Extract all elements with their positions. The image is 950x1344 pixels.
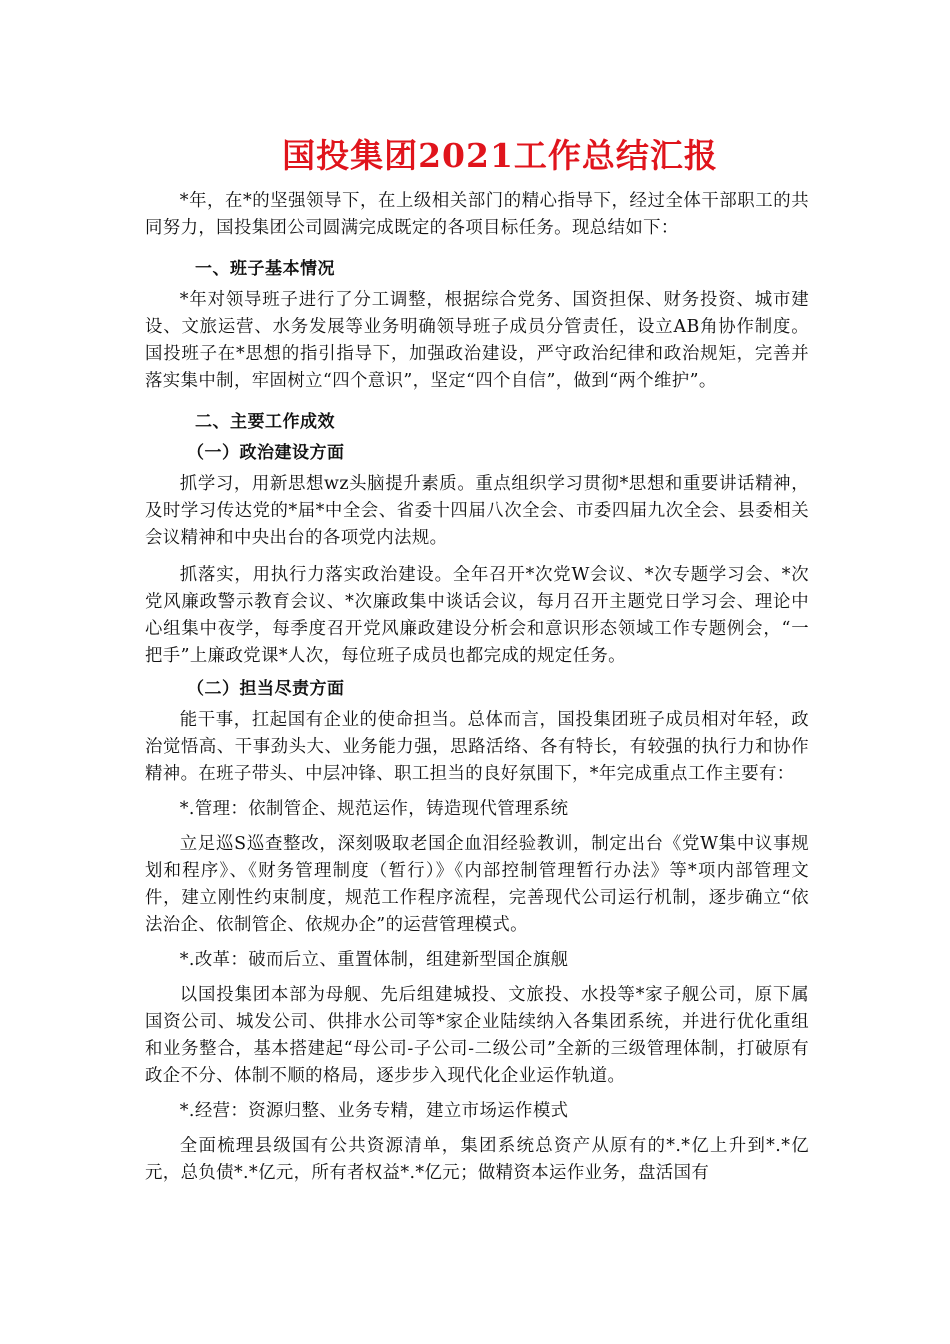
sub2-paragraph-1: 能干事，扛起国有企业的使命担当。总体而言，国投集团班子成员相对年轻，政治觉悟高、干事劲头大、业务能力强，思路活络、各有特长，有较强的执行力和协作精神。在班子带头、中层冲锋、职工担当的良好氛围下，*年完成重点工作主要有： bbox=[145, 710, 809, 784]
section2-heading: 二、主要工作成效 bbox=[195, 412, 335, 432]
document-body bbox=[145, 188, 809, 1187]
sub1-heading: （一）政治建设方面 bbox=[187, 443, 345, 463]
document-title: 国投集团2021工作总结汇报 bbox=[282, 136, 718, 175]
section1-paragraph: *年对领导班子进行了分工调整，根据综合党务、国资担保、财务投资、城市建设、文旅运营、水务发展等业务明确领导班子成员分管责任，设立AB角协作制度。国投班子在*思想的指引指导下，加强政治建设，严守政治纪律和政治规矩，完善并落实集中制，牢固树立“四个意识”，坚定“四个自信”，做到“两个维护”。 bbox=[145, 290, 809, 391]
sub2-paragraph-2: 立足巡S巡查整改，深刻吸取老国企血泪经验教训，制定出台《党W集中议事规划和程序》、《财务管理制度（暂行）》《内部控制管理暂行办法》等*项内部管理文件，建立刚性约束制度，规范工作程序流程，完善现代公司运行机制，逐步确立“依法治企、依制管企、依规办企”的运营管理模式。 bbox=[145, 834, 809, 935]
sub2-paragraph-3: 以国投集团本部为母舰、先后组建城投、文旅投、水投等*家子舰公司，原下属国资公司、城发公司、供排水公司等*家企业陆续纳入各集团系统，并进行优化重组和业务整合，基本搭建起“母公司-子公司-二级公司”全新的三级管理体制，打破原有政企不分、体制不顺的格局，逐步步入现代化企业运作轨道。 bbox=[145, 985, 809, 1086]
sub2-paragraph-4: 全面梳理县级国有公共资源清单，集团系统总资产从原有的*.*亿上升到*.*亿元，总负债*.*亿元，所有者权益*.*亿元；做精资本运作业务，盘活国有 bbox=[145, 1136, 809, 1183]
sub2-heading: （二）担当尽责方面 bbox=[187, 679, 345, 699]
section1-heading: 一、班子基本情况 bbox=[195, 259, 335, 279]
sub1-paragraph-2: 抓落实，用执行力落实政治建设。全年召开*次党W会议、*次专题学习会、*次党风廉政警示教育会议、*次廉政集中谈话会议，每月召开主题党日学习会、理论中心组集中夜学，每季度召开党风廉政建设分析会和意识形态领域工作专题例会，“一把手”上廉政党课*人次，每位班子成员也都完成的规定任务。 bbox=[145, 565, 809, 666]
intro-paragraph: *年，在*的坚强领导下，在上级相关部门的精心指导下，经过全体干部职工的共同努力，国投集团公司圆满完成既定的各项目标任务。现总结如下： bbox=[145, 191, 809, 238]
point-1: *.管理：依制管企、规范运作，铸造现代管理系统 bbox=[179, 799, 569, 819]
point-2: *.改革：破而后立、重置体制，组建新型国企旗舰 bbox=[179, 950, 569, 970]
point-3: *.经营：资源归整、业务专精，建立市场运作模式 bbox=[179, 1101, 569, 1121]
sub1-paragraph-1: 抓学习，用新思想wz头脑提升素质。重点组织学习贯彻*思想和重要讲话精神，及时学习传达党的*届*中全会、省委十四届八次全会、市委四届九次全会、县委相关会议精神和中央出台的各项党内法规。 bbox=[145, 474, 809, 548]
